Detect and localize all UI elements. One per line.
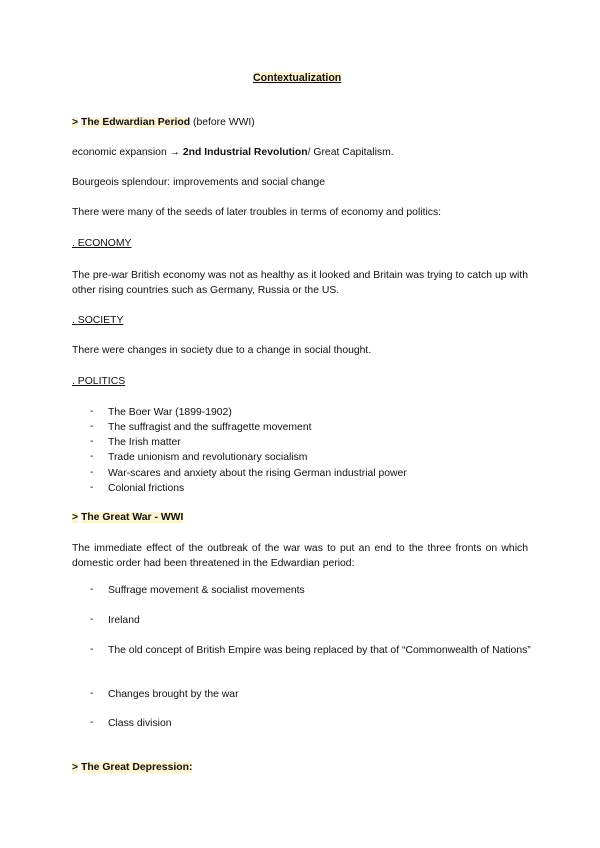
great-war-heading [72, 512, 183, 523]
bullet-dash: - [90, 584, 94, 595]
section-marker: > [72, 512, 79, 523]
heading-prefix: . [72, 238, 78, 249]
section-marker: > [72, 762, 79, 773]
edwardian-line-3: There were many of the seeds of later troubles in terms of economy and politics: [72, 207, 442, 218]
edwardian-line-1 [72, 147, 394, 158]
list-item-text: Colonial frictions [108, 483, 185, 494]
list-item-text: The Irish matter [108, 437, 181, 448]
list-item-text: The Boer War (1899-1902) [108, 407, 232, 418]
economy-paragraph: The pre-war British economy was not as healthy as it looked and Britain was trying to catch up with other rising countries such as Germany, Russia or the US. [72, 270, 528, 296]
edwardian-heading-note: (before WWI) [190, 117, 255, 128]
heading-label: ECONOMY [77, 238, 132, 249]
list-item-text: Suffrage movement & socialist movements [108, 585, 305, 596]
list-item-text: Ireland [108, 615, 140, 626]
line-text-post: / Great Capitalism. [307, 147, 394, 158]
bullet-dash: - [90, 406, 94, 417]
depression-heading [72, 762, 192, 773]
list-item-text: Class division [108, 718, 172, 729]
heading-label: SOCIETY [77, 315, 124, 326]
list-item-text: War-scares and anxiety about the rising German industrial power [108, 468, 407, 479]
heading-prefix: . [72, 315, 78, 326]
great-war-paragraph: The immediate effect of the outbreak of the war was to put an end to the three fronts on which domestic order had been threatened in the Edwardian period: [72, 543, 528, 569]
bullet-dash: - [90, 614, 94, 625]
edwardian-line-2: Bourgeois splendour: improvements and social change [72, 177, 325, 188]
economy-heading [72, 238, 131, 249]
bullet-dash: - [90, 421, 94, 432]
list-item-text: The suffragist and the suffragette movement [108, 422, 312, 433]
heading-label: POLITICS [77, 376, 126, 387]
society-heading [72, 315, 123, 326]
list-item-text: Trade unionism and revolutionary socialism [108, 452, 308, 463]
edwardian-heading-label: The Edwardian Period [80, 117, 191, 128]
edwardian-heading [72, 117, 255, 128]
politics-heading [72, 376, 125, 387]
bullet-dash: - [90, 717, 94, 728]
heading-prefix: . [72, 376, 78, 387]
great-war-heading-label: The Great War - WWI [80, 512, 184, 523]
line-text: economic expansion → [72, 147, 183, 158]
line-bold-text: 2nd Industrial Revolution [182, 147, 308, 158]
list-item-text: Changes brought by the war [108, 689, 239, 700]
bullet-dash: - [90, 688, 94, 699]
page-title: Contextualization [253, 72, 342, 84]
depression-heading-label: The Great Depression: [80, 762, 193, 773]
section-marker: > [72, 117, 79, 128]
bullet-dash: - [90, 644, 94, 655]
bullet-dash: - [90, 467, 94, 478]
bullet-dash: - [90, 451, 94, 462]
bullet-dash: - [90, 436, 94, 447]
list-item-text: The old concept of British Empire was being replaced by that of “Commonwealth of Nations” [108, 645, 531, 656]
bullet-dash: - [90, 482, 94, 493]
society-paragraph: There were changes in society due to a change in social thought. [72, 345, 372, 356]
